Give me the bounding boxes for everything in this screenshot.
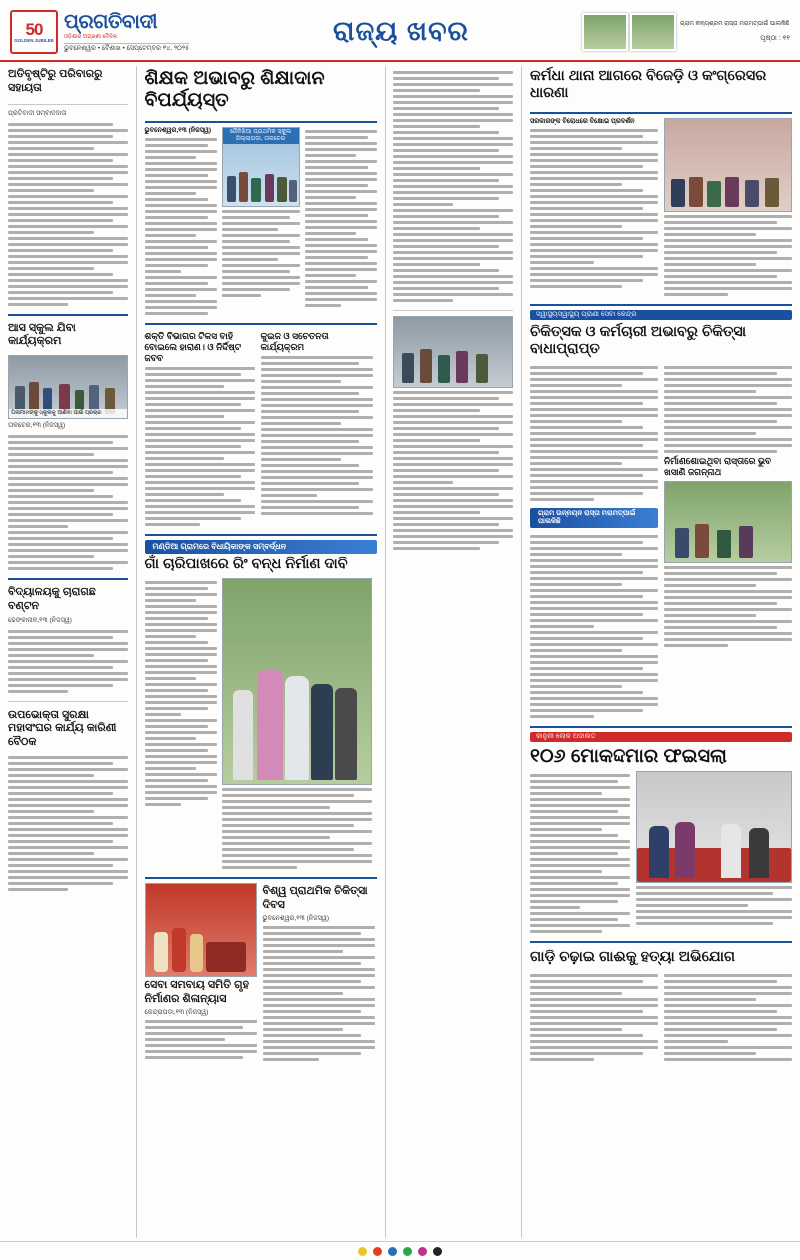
article-2-byline: ତାଳଚେର,୧୩ (ନିଜସ୍ୱ): [8, 422, 66, 429]
mid-row: [145, 329, 377, 530]
logo-sub: GOLDEN JUBILEE: [14, 37, 54, 43]
masthead-logo: [10, 10, 220, 54]
article-a5-photo: [145, 883, 257, 977]
article-d1-bullet: ସରକାରଙ୍କ ବିରୋଧରେ ବିକ୍ଷୋଭ ପ୍ରଦର୍ଶନ: [530, 117, 635, 125]
color-dot-3: [388, 1247, 397, 1256]
d5-grid: [530, 771, 792, 936]
article-3-body: [8, 627, 128, 696]
article-1-body: [8, 120, 128, 309]
article-d5-photo: [636, 771, 792, 883]
footer-color-bar: [0, 1241, 800, 1260]
paper-name: ପ୍ରଗତିବାଦୀ: [64, 11, 158, 33]
column-4: [530, 66, 792, 1238]
article-3-headline: ବିଦ୍ୟାଳୟକୁ ଚାରାଗଛ ବଣ୍ଟନ: [8, 586, 96, 612]
article-b5-byline: ଭୁବନେଶ୍ୱର,୧୩ (ନିଜସ୍ୱ): [262, 915, 330, 923]
color-dot-5: [418, 1247, 427, 1256]
color-dot-6: [433, 1247, 442, 1256]
article-b3-headline: କୁଇଜ ଓ ସଚେତନତା କାର୍ଯ୍ୟକ୍ରମ: [260, 330, 329, 352]
lead-article-grid: [145, 127, 377, 318]
article-d5-headline: ୧୦୬ ମୋକଦ୍ଦମାର ଫଇସଲା: [530, 745, 727, 767]
article-d4-photo: [664, 481, 792, 563]
article-1-byline: ପ୍ରତିବାଦୀ ସମ୍ବାଦଦାତା: [8, 109, 67, 117]
d1-grid: [530, 118, 792, 299]
article-d4-headline: ନିର୍ମାଣଶୋଇଥିବା ରାସ୍ତାରେ ଭୁବ ଖସାଣି ଜଗନ୍ନାଥ: [664, 455, 772, 477]
column-3-body: [393, 68, 513, 305]
article-4-body: [8, 753, 128, 894]
d2-grid: [530, 363, 792, 721]
masthead: [0, 0, 800, 62]
masthead-photo-2: [630, 13, 676, 51]
article-a5-headline: ସେବା ସମବାୟ ସମିତି ଗୃହ ନିର୍ମାଣର ଶିଳାନ୍ୟାସ: [144, 978, 249, 1005]
article-1-headline: ଅତିବୃଷ୍ଟିରୁ ପରିବାରରୁ ସହାୟତା: [8, 68, 103, 94]
section-title-wrap: [220, 16, 582, 48]
article-2-photo-caption: ପିଲାମାନଙ୍କୁ ସ୍କୁଲକୁ ଆଣିବା ପାଇଁ ପ୍ରଚାର: [9, 409, 127, 418]
lead-photo: [222, 127, 300, 207]
article-d2-kicker: ସ୍ୱାସ୍ଥ୍ୟସ୍ୱାସ୍ଥ୍ୟ ପ୍ରାଣୀ ସେବା କେନ୍ଦ୍ର: [530, 310, 792, 320]
article-a5-byline: କେନ୍ଦ୍ରାପଡ଼ା,୧୩ (ନିଜସ୍ୱ): [144, 1009, 209, 1017]
b4-photo: [222, 578, 372, 785]
lead-headline: ଶିକ୍ଷକ ଅଭାବରୁ ଶିକ୍ଷାଦାନ ବିପର୍ଯ୍ୟସ୍ତ: [144, 68, 325, 111]
article-b2-headline: ଶକ୍ତି ବିଭାଗର ଟିକସ ବାହି ବୋଇଲେ ହାରାଣ। ଓ ନିର୍ଦ୍ଦିଷ୍ଟ ଜବବ: [144, 330, 241, 364]
color-dot-2: [373, 1247, 382, 1256]
article-2-photo: [8, 355, 128, 419]
lead-col-a: [145, 127, 217, 318]
article-2-headline: ଆସ ସ୍କୁଲ ଯିବା କାର୍ଯ୍ୟକ୍ରମ: [8, 321, 76, 348]
article-b2: [145, 329, 255, 530]
b5-row: [145, 883, 377, 1065]
lead-photo-caption: ଜୈନିଖିଆ ପ୍ରାଥମିକ ସ୍କୁଲ ଜିଲ୍ଲାପଡ଼ା, ତାଳଚେର: [223, 128, 299, 144]
masthead-photo-1: [582, 13, 628, 51]
lead-col-b: [222, 127, 300, 318]
color-dot-1: [358, 1247, 367, 1256]
lead-col-c: [305, 127, 377, 318]
b4-banner: ମଣ୍ଡିଆ ଗ୍ରାମରେ ବିଧାୟିକାଙ୍କ ସମ୍ବର୍ଦ୍ଧନ: [145, 540, 377, 554]
article-d1-photo: [664, 118, 792, 212]
column-3-photo: [393, 316, 513, 388]
paper-tagline: ଓଡ଼ିଶାର ଅଗ୍ରଣୀ ଦୈନିକ: [64, 34, 117, 40]
column-2: [145, 66, 377, 1238]
article-2-body: [8, 432, 128, 573]
article-3-byline: ଢେଙ୍କାନାଳ,୧୩ (ନିଜସ୍ୱ): [8, 616, 72, 624]
page-content: [0, 62, 800, 1242]
color-dot-4: [403, 1247, 412, 1256]
logo-fifty: 50: [25, 19, 43, 39]
b4-grid: [145, 578, 377, 872]
column-1: [8, 66, 128, 1238]
column-3: [393, 66, 513, 1238]
jubilee-logo-icon: [10, 10, 58, 54]
article-b3: [261, 329, 373, 530]
article-4-headline: ଉପଭୋକ୍ତା ସୁରକ୍ଷା ମହାସଂଘର କାର୍ଯ୍ୟ କାରିଣୀ ବୈଠକ: [8, 708, 117, 748]
section-title: ରାଜ୍ୟ ଖବର: [333, 16, 469, 46]
article-d3-banner: ଗ୍ରାମ ଉନ୍ନୟନ ରାସ୍ତା ମରାମତ୍ପାଇଁ ପାଲକିଛି: [530, 508, 658, 528]
lead-bullet: ଭୁବନେଶ୍ୱର,୧୩ (ନିଜସ୍ୱ): [144, 126, 212, 134]
date-line: ଭୁବନେଶ୍ୱର • ବୈଶାଖ • ସେପ୍ଟେମ୍ବର ୧୪, ୨୦୨୫: [64, 45, 190, 52]
d6-grid: [530, 971, 792, 1064]
article-b4-headline: ଗାଁ ଚାରିପାଖରେ ରିଂ ବନ୍ଧ ନିର୍ମାଣ ଦାବି: [144, 556, 348, 573]
article-b5-headline: ବିଶ୍ୱ ପ୍ରାଥମିକ ଚିକିତ୍ସା ଦିବସ: [262, 884, 368, 911]
article-d5-kicker: କାନୁନୀ ଲୋକ ଅଦାଲତ: [530, 732, 792, 742]
article-d2-headline: ଚିକିତ୍ସକ ଓ କର୍ମଚାରୀ ଅଭାବରୁ ଚିକିତ୍ସା ବାଧାପ୍ରାପ୍ତ: [530, 323, 747, 358]
article-d1-headline: କର୍ମଧା ଥାନା ଆଗରେ ବିଜେଡ଼ି ଓ କଂଗ୍ରେସର ଧାରଣା: [530, 68, 767, 102]
page-number: ପୃଷ୍ଠା : ୧୧: [760, 34, 790, 42]
masthead-photo-caption: ଗ୍ରାମ କନ୍ୟଶ୍ରମ ରାସ୍ତା ମରାମତ୍ପାଇଁ ପାଲକିଛି: [680, 21, 790, 28]
masthead-right: [582, 13, 790, 51]
article-d6-headline: ଗାଡ଼ି ଚଢ଼ାଇ ଗାଈକୁ ହତ୍ୟା ଅଭିଯୋଗ: [530, 949, 736, 966]
